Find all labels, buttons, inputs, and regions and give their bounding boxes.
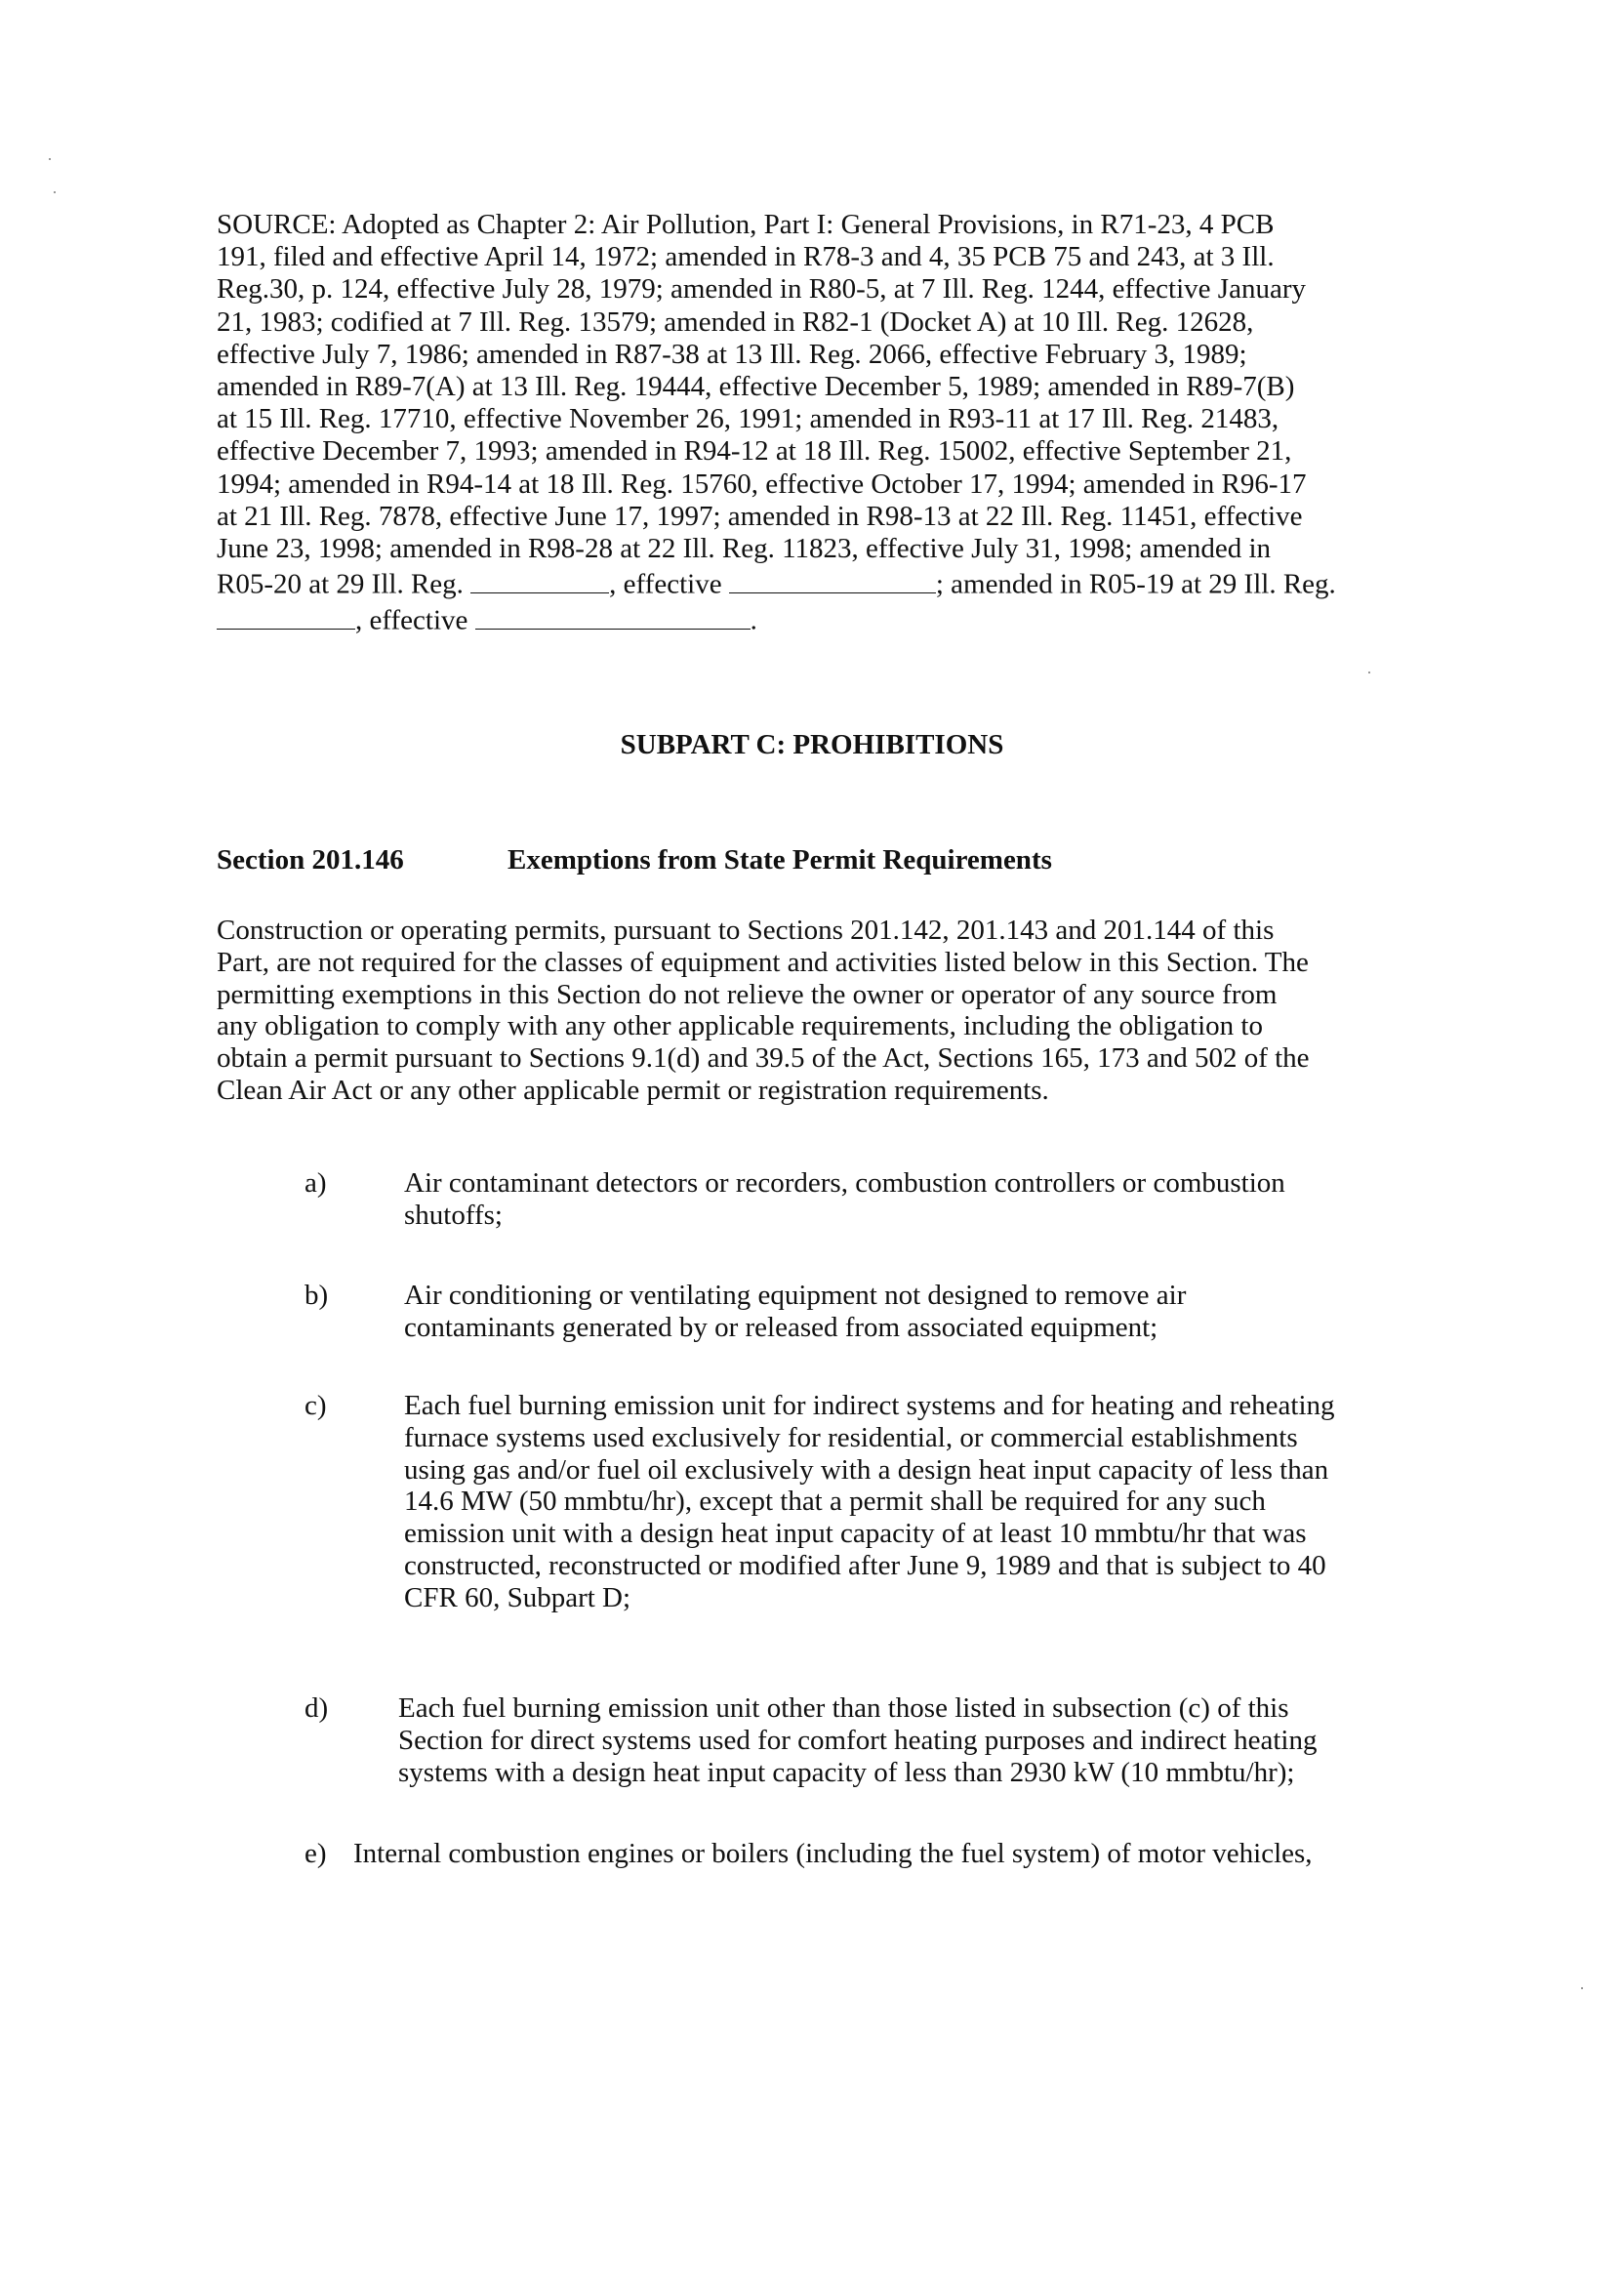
scan-speck	[54, 191, 56, 193]
item-letter: b)	[304, 1280, 329, 1311]
intro-line: Construction or operating permits, pursuant to Sections 201.142, 201.143 and 201.144 of this	[217, 915, 1275, 946]
source-fragment: ; amended in R05-19 at 29 Ill. Reg.	[935, 568, 1336, 600]
item-body	[404, 1280, 1186, 1344]
item-body	[398, 1692, 1317, 1788]
intro-line: Part, are not required for the classes of equipment and activities listed below in this Section. The	[217, 946, 1309, 978]
item-letter: e)	[304, 1838, 327, 1869]
item-line: emission unit with a design heat input capacity of at least 10 mmbtu/hr that was	[404, 1518, 1307, 1550]
source-line: Reg.30, p. 124, effective July 28, 1979; amended in R80-5, at 7 Ill. Reg. 1244, effective January	[217, 273, 1306, 306]
source-fragment: , effective	[609, 568, 729, 600]
source-line: June 23, 1998; amended in R98-28 at 22 Ill. Reg. 11823, effective July 31, 1998; amended in	[217, 533, 1272, 565]
blank-register-page	[217, 601, 355, 630]
list-item-d	[304, 1692, 1317, 1788]
list-item-c	[304, 1390, 1335, 1614]
item-letter: a)	[304, 1167, 327, 1199]
list-item-b	[304, 1280, 1186, 1344]
item-letter: d)	[304, 1692, 329, 1724]
item-body	[404, 1390, 1335, 1614]
blank-register-page	[470, 565, 609, 593]
item-line: Internal combustion engines or boilers (including the fuel system) of motor vehicles,	[353, 1838, 1313, 1869]
source-fragment: R05-20 at 29 Ill. Reg.	[217, 568, 471, 600]
item-line: systems with a design heat input capacity of less than 2930 kW (10 mmbtu/hr);	[398, 1756, 1295, 1788]
source-line: SOURCE: Adopted as Chapter 2: Air Pollution, Part I: General Provisions, in R71-23, 4 PCB	[217, 209, 1275, 240]
source-line-with-blanks	[217, 601, 1476, 637]
item-line: Each fuel burning emission unit other than those listed in subsection (c) of this	[398, 1692, 1289, 1724]
item-line: Air conditioning or ventilating equipment not designed to remove air	[404, 1280, 1187, 1311]
scan-speck	[1368, 672, 1370, 673]
source-line: 21, 1983; codified at 7 Ill. Reg. 13579; amended in R82-1 (Docket A) at 10 Ill. Reg. 12628,	[217, 306, 1254, 338]
scan-speck	[1581, 1987, 1583, 1989]
item-line: shutoffs;	[404, 1199, 503, 1231]
item-line: contaminants generated by or released from associated equipment;	[404, 1311, 1158, 1343]
subpart-heading: SUBPART C: PROHIBITIONS	[620, 729, 1004, 760]
scan-speck	[49, 158, 51, 160]
item-body	[404, 1167, 1285, 1232]
source-line: at 15 Ill. Reg. 17710, effective November 26, 1991; amended in R93-11 at 17 Ill. Reg. 21483,	[217, 403, 1279, 435]
item-line: 14.6 MW (50 mmbtu/hr), except that a permit shall be required for any such	[404, 1486, 1266, 1518]
item-line: Air contaminant detectors or recorders, combustion controllers or combustion	[404, 1167, 1285, 1199]
item-line: furnace systems used exclusively for residential, or commercial establishments	[404, 1421, 1298, 1453]
list-item-e	[304, 1838, 1313, 1870]
item-line: using gas and/or fuel oil exclusively with a design heat input capacity of less than	[404, 1453, 1329, 1486]
intro-paragraph	[217, 915, 1476, 1107]
section-title: Exemptions from State Permit Requirements	[508, 844, 1052, 876]
intro-line: Clean Air Act or any other applicable permit or registration requirements.	[217, 1074, 1049, 1106]
source-line: 1994; amended in R94-14 at 18 Ill. Reg. 15760, effective October 17, 1994; amended in R96-17	[217, 468, 1307, 500]
source-fragment: .	[750, 604, 757, 636]
section-number: Section 201.146	[217, 844, 404, 876]
blank-effective-date	[475, 601, 751, 630]
item-letter: c)	[304, 1390, 327, 1421]
source-line: at 21 Ill. Reg. 7878, effective June 17, 1997; amended in R98-13 at 22 Ill. Reg. 11451, effective	[217, 500, 1303, 532]
source-fragment: , effective	[355, 604, 475, 636]
blank-effective-date	[729, 565, 936, 593]
source-note	[217, 209, 1476, 637]
item-line: Section for direct systems used for comfort heating purposes and indirect heating	[398, 1724, 1318, 1756]
section-heading	[217, 843, 1052, 876]
list-item-a	[304, 1167, 1285, 1232]
item-body	[353, 1838, 1313, 1870]
intro-line: obtain a permit pursuant to Sections 9.1(d) and 39.5 of the Act, Sections 165, 173 and 502 of the	[217, 1042, 1310, 1075]
source-line: effective December 7, 1993; amended in R94-12 at 18 Ill. Reg. 15002, effective September 21,	[217, 435, 1292, 468]
source-line: 191, filed and effective April 14, 1972; amended in R78-3 and 4, 35 PCB 75 and 243, at 3 Ill.	[217, 241, 1275, 273]
item-line: CFR 60, Subpart D;	[404, 1581, 631, 1613]
source-line: effective July 7, 1986; amended in R87-38 at 13 Ill. Reg. 2066, effective February 3, 1989;	[217, 338, 1247, 370]
intro-line: any obligation to comply with any other applicable requirements, including the obligation to	[217, 1010, 1263, 1042]
item-line: Each fuel burning emission unit for indirect systems and for heating and reheating	[404, 1390, 1335, 1421]
item-line: constructed, reconstructed or modified after June 9, 1989 and that is subject to 40	[404, 1549, 1326, 1581]
intro-line: permitting exemptions in this Section do not relieve the owner or operator of any source from	[217, 978, 1278, 1010]
source-line: amended in R89-7(A) at 13 Ill. Reg. 19444, effective December 5, 1989; amended in R89-7(B)	[217, 371, 1295, 403]
source-line-with-blanks	[217, 565, 1476, 601]
